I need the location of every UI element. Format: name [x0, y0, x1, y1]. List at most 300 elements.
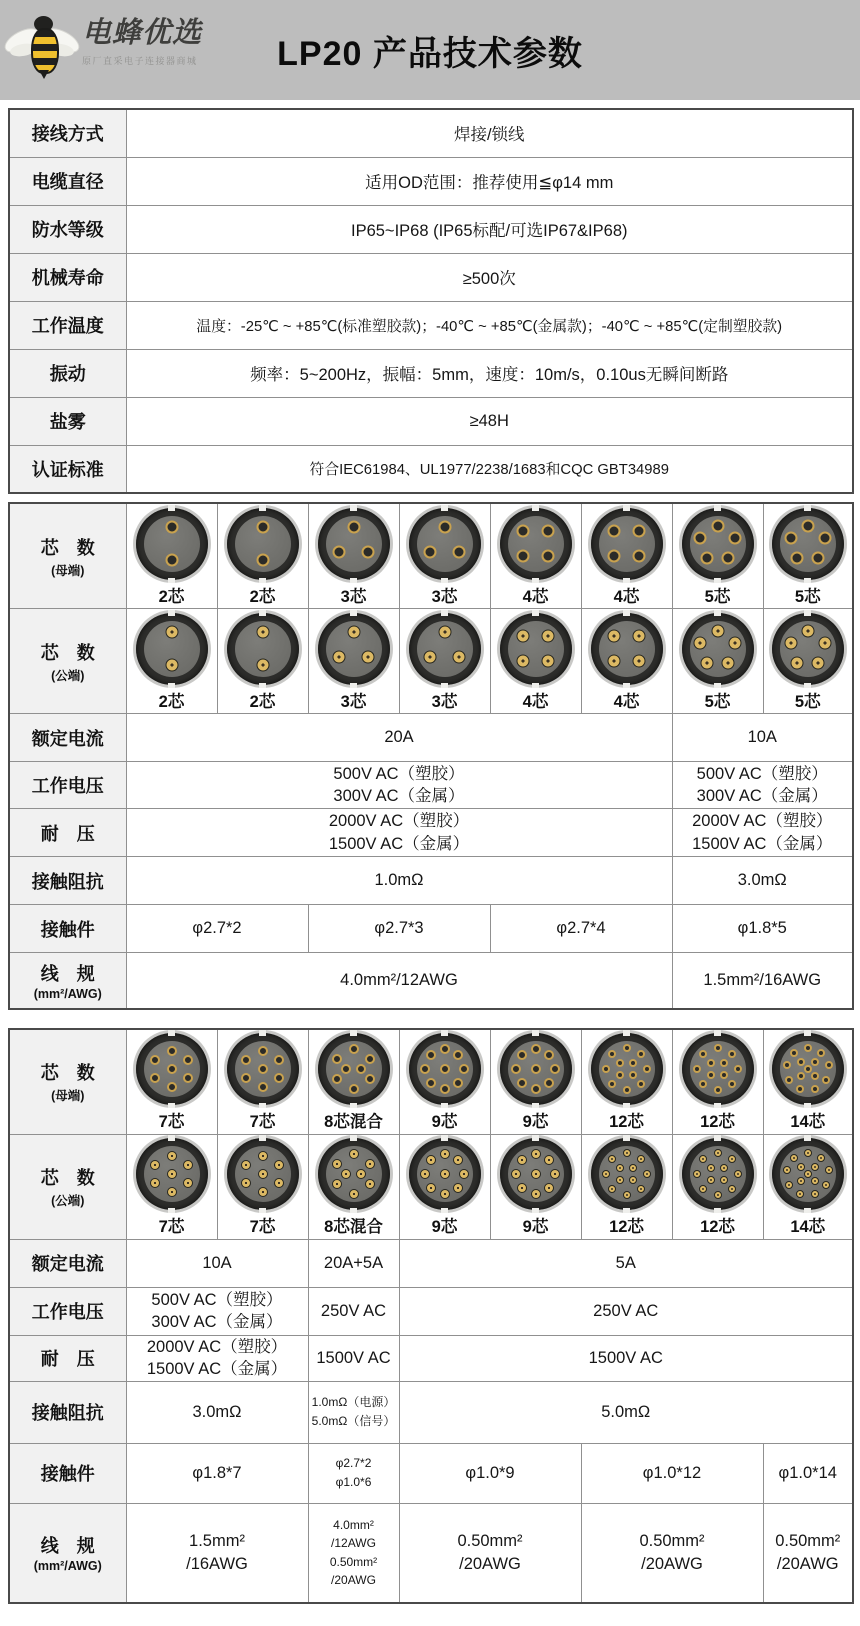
connector-face [599, 516, 655, 572]
key-notch [623, 1135, 630, 1141]
pin-contact [241, 1160, 251, 1170]
spec-row-label: 接线方式 [9, 109, 126, 157]
pin-contact [796, 1190, 804, 1198]
key-notch [804, 1030, 811, 1036]
core-row-label [9, 1134, 126, 1239]
connector-photo [500, 1033, 572, 1105]
core-count-label: 4芯 [613, 692, 640, 711]
connector-face [235, 516, 291, 572]
connector-face [780, 1146, 836, 1202]
param-row-label-main: 接触阻抗 [31, 871, 104, 892]
connector-face [690, 621, 746, 677]
pin-contact [817, 1154, 825, 1162]
spec-row [9, 349, 853, 397]
core-count-label: 3芯 [340, 587, 367, 606]
pin-contact [542, 629, 555, 642]
connector-cell [672, 609, 763, 714]
param-cell: 20A+5A [308, 1239, 399, 1287]
socket-contact [734, 1065, 742, 1073]
socket-contact [332, 545, 345, 558]
pin-contact [531, 1169, 541, 1179]
key-notch [623, 505, 630, 511]
param-cell [308, 1443, 399, 1503]
socket-contact [608, 1080, 616, 1088]
param-row-label-main: 耐 压 [40, 1349, 95, 1369]
connector-face [326, 1146, 382, 1202]
key-notch-bottom [259, 1208, 266, 1213]
key-notch [350, 1030, 357, 1036]
connector-face [144, 1041, 200, 1097]
spec-row-label: 盐雾 [9, 397, 126, 445]
key-notch [714, 1135, 721, 1141]
socket-contact [728, 1050, 736, 1058]
socket-contact [453, 1050, 463, 1060]
pin-contact [356, 1169, 366, 1179]
param-row [9, 857, 853, 905]
core-sheet-low [8, 502, 852, 1010]
spec-row-label: 振动 [9, 349, 126, 397]
pin-contact [699, 1185, 707, 1193]
param-row-label [9, 1239, 126, 1287]
core-count-label: 9芯 [431, 1218, 458, 1236]
key-notch-bottom [350, 578, 357, 583]
connector-face [508, 1146, 564, 1202]
pin-contact [453, 1155, 463, 1165]
core-count-label: 2芯 [249, 692, 276, 711]
brand-name: 电蜂优选 [82, 17, 203, 49]
param-cell [672, 762, 853, 809]
key-notch-bottom [441, 1103, 448, 1108]
socket-contact [720, 1059, 728, 1067]
core-row-label [9, 503, 126, 609]
socket-contact [694, 531, 707, 544]
socket-contact [531, 1044, 541, 1054]
pin-contact [643, 1170, 651, 1178]
spec-row-value: ≥500次 [126, 253, 853, 301]
connector-photo [136, 613, 208, 685]
socket-contact [728, 1080, 736, 1088]
socket-contact [420, 1064, 430, 1074]
connector-photo [136, 508, 208, 580]
core-count-label: 9芯 [522, 1218, 549, 1236]
connector-cell [126, 503, 217, 609]
core-count-label: 7芯 [249, 1218, 276, 1236]
key-notch-bottom [168, 1208, 175, 1213]
pin-contact [165, 625, 178, 638]
key-notch [532, 610, 539, 616]
connector-cell [399, 503, 490, 609]
connector-photo [772, 613, 844, 685]
param-cell: 3.0mΩ [126, 1381, 308, 1443]
key-notch-bottom [259, 1103, 266, 1108]
spec-row [9, 109, 853, 157]
param-cell [126, 1503, 308, 1603]
socket-contact [256, 554, 269, 567]
connector-photo [318, 613, 390, 685]
socket-contact [643, 1065, 651, 1073]
pin-contact [511, 1169, 521, 1179]
param-row-label-main: 工作电压 [31, 1302, 104, 1322]
core-row-label-sub: (公端) [51, 668, 85, 683]
param-cell-line: 2000V AC（塑胶） [328, 812, 470, 831]
socket-contact [790, 1049, 798, 1057]
connector-face [235, 621, 291, 677]
param-cell-line: 4.0mm² [333, 1517, 374, 1532]
socket-contact [722, 551, 735, 564]
connector-cell [672, 1029, 763, 1135]
connector-cell [308, 609, 399, 714]
param-cell [126, 1335, 308, 1381]
key-notch-bottom [804, 1208, 811, 1213]
socket-contact [347, 520, 360, 533]
param-row-label [9, 953, 126, 1009]
socket-contact [623, 1044, 631, 1052]
key-notch-bottom [532, 1208, 539, 1213]
param-cell: 1500V AC [399, 1335, 853, 1381]
core-count-label: 14芯 [790, 1218, 826, 1236]
socket-contact [822, 1076, 830, 1084]
connector-face [508, 621, 564, 677]
core-count-label: 12芯 [700, 1113, 735, 1131]
pin-contact [637, 1185, 645, 1193]
pin-contact [423, 650, 436, 663]
pin-contact [700, 656, 713, 669]
param-cell: 250V AC [399, 1287, 853, 1335]
core-count-label: 3芯 [340, 692, 367, 711]
spec-sheet [8, 108, 852, 494]
key-notch [441, 1135, 448, 1141]
socket-contact [607, 524, 620, 537]
core-count-label: 7芯 [249, 1113, 276, 1131]
key-notch [259, 505, 266, 511]
socket-contact [817, 1049, 825, 1057]
pin-contact [332, 650, 345, 663]
socket-contact [349, 1084, 359, 1094]
key-notch-bottom [168, 1103, 175, 1108]
param-cell: φ1.0*9 [399, 1443, 581, 1503]
core-count-label: 5芯 [704, 587, 731, 606]
pin-contact [150, 1178, 160, 1188]
core-row-label-main: 芯 数 [40, 537, 95, 558]
core-count-label: 4芯 [522, 692, 549, 711]
spec-row [9, 445, 853, 493]
connector-cell [490, 1029, 581, 1135]
socket-contact [544, 1078, 554, 1088]
core-sheet-high [8, 1028, 852, 1605]
pin-contact [256, 659, 269, 672]
socket-contact [183, 1055, 193, 1065]
pin-contact [811, 1163, 819, 1171]
socket-contact [720, 1071, 728, 1079]
pin-contact [167, 1187, 177, 1197]
param-row [9, 1381, 853, 1443]
socket-contact [785, 1076, 793, 1084]
param-row-label-main: 线 规 [40, 1536, 95, 1557]
connector-face [417, 1041, 473, 1097]
socket-contact [453, 545, 466, 558]
param-row-label-main: 接触件 [40, 1464, 95, 1484]
pin-contact [720, 1164, 728, 1172]
core-count-label: 9芯 [431, 1113, 458, 1131]
key-notch-bottom [168, 683, 175, 688]
param-cell-line: /20AWG [641, 1554, 703, 1573]
connector-face [690, 1041, 746, 1097]
connector-photo [409, 613, 481, 685]
socket-contact [349, 1044, 359, 1054]
spec-row-label: 防水等级 [9, 205, 126, 253]
pin-contact [531, 1149, 541, 1159]
spec-row-value: 适用OD范围：推荐使用≦φ14 mm [126, 157, 853, 205]
key-notch-bottom [804, 578, 811, 583]
pin-contact [258, 1169, 268, 1179]
param-cell-line: 2000V AC（塑胶） [146, 1337, 288, 1356]
socket-contact [728, 531, 741, 544]
socket-contact [256, 520, 269, 533]
key-notch-bottom [441, 1208, 448, 1213]
connector-cell [581, 1029, 672, 1135]
param-cell: 10A [672, 714, 853, 762]
pin-contact [426, 1183, 436, 1193]
param-cell-line: 500V AC（塑胶） [151, 1290, 283, 1309]
key-notch [350, 1135, 357, 1141]
pin-contact [150, 1160, 160, 1170]
key-notch [168, 505, 175, 511]
connector-face [780, 1041, 836, 1097]
pin-contact [258, 1187, 268, 1197]
param-cell-line: 5.0mΩ（信号） [311, 1414, 396, 1428]
param-row [9, 905, 853, 953]
socket-contact [714, 1044, 722, 1052]
param-cell-line: 2000V AC（塑胶） [692, 812, 833, 831]
pin-contact [637, 1155, 645, 1163]
param-row-label-main: 接触阻抗 [31, 1403, 104, 1423]
pin-contact [633, 629, 646, 642]
connector-cell [672, 503, 763, 609]
param-cell-line: 300V AC（金属） [151, 1313, 283, 1331]
socket-contact [440, 1064, 450, 1074]
socket-contact [804, 1044, 812, 1052]
pin-contact [825, 1166, 833, 1174]
connector-cell [217, 503, 308, 609]
connector-photo [227, 508, 299, 580]
pin-contact [241, 1178, 251, 1188]
socket-contact [699, 1050, 707, 1058]
pin-contact [544, 1155, 554, 1165]
pin-contact [365, 1159, 375, 1169]
key-notch-bottom [714, 578, 721, 583]
key-notch-bottom [623, 578, 630, 583]
connector-face [508, 516, 564, 572]
core-count-label: 3芯 [431, 692, 458, 711]
connector-face [326, 516, 382, 572]
key-notch [441, 610, 448, 616]
param-cell-line: 1.5mm² [189, 1532, 245, 1551]
connector-face [599, 1146, 655, 1202]
param-row-label [9, 1287, 126, 1335]
connector-photo [500, 1138, 572, 1210]
param-cell-line: 0.50mm² [329, 1554, 378, 1569]
connector-cell [763, 1029, 853, 1135]
core-count-label: 2芯 [158, 692, 185, 711]
connector-face [780, 621, 836, 677]
pin-contact [783, 1166, 791, 1174]
pin-contact [790, 1154, 798, 1162]
socket-contact [542, 524, 555, 537]
key-notch-bottom [804, 1103, 811, 1108]
param-cell-line: 0.50mm² [457, 1532, 523, 1551]
socket-contact [167, 1064, 177, 1074]
connector-face [417, 621, 473, 677]
key-notch [441, 1030, 448, 1036]
param-row-label [9, 1335, 126, 1381]
core-count-label: 12芯 [700, 1218, 735, 1236]
pin-contact [812, 656, 825, 669]
param-cell-line: 1.0mΩ（电源） [311, 1395, 396, 1410]
key-notch-bottom [350, 683, 357, 688]
pin-contact [607, 655, 620, 668]
pin-contact [811, 1190, 819, 1198]
param-cell-line: φ1.0*6 [335, 1475, 372, 1489]
spec-table [8, 108, 854, 494]
socket-contact [362, 545, 375, 558]
pin-contact [167, 1169, 177, 1179]
key-notch [532, 505, 539, 511]
pin-contact [362, 650, 375, 663]
param-row [9, 1503, 853, 1603]
core-count-label: 4芯 [522, 587, 549, 606]
param-cell: φ2.7*4 [490, 905, 672, 953]
param-row-label [9, 905, 126, 953]
param-cell [763, 1503, 853, 1603]
connector-face [690, 516, 746, 572]
param-cell: 250V AC [308, 1287, 399, 1335]
param-row-label-main: 额定电流 [31, 1254, 104, 1274]
connector-cell [399, 609, 490, 714]
socket-contact [811, 1072, 819, 1080]
param-row-label [9, 1443, 126, 1503]
pin-contact [711, 624, 724, 637]
pin-contact [440, 1189, 450, 1199]
param-cell: φ1.0*12 [581, 1443, 763, 1503]
param-cell [126, 1287, 308, 1335]
pin-contact [531, 1189, 541, 1199]
pin-contact [728, 636, 741, 649]
socket-contact [440, 1084, 450, 1094]
pin-contact [811, 1177, 819, 1185]
key-notch-bottom [623, 1208, 630, 1213]
param-row-label [9, 762, 126, 809]
param-cell-line: 0.50mm² [775, 1532, 841, 1551]
key-notch [350, 505, 357, 511]
pin-contact [785, 1181, 793, 1189]
pin-contact [347, 625, 360, 638]
socket-contact [797, 1058, 805, 1066]
param-cell-line: φ2.7*2 [335, 1456, 372, 1471]
pin-contact [728, 1155, 736, 1163]
socket-contact [633, 524, 646, 537]
socket-contact [812, 551, 825, 564]
param-cell: 10A [126, 1239, 308, 1287]
core-row-label-sub: (公端) [51, 1194, 85, 1208]
pin-contact [608, 1155, 616, 1163]
brand-tagline: 原厂直采电子连接器商城 [82, 55, 198, 66]
key-notch-bottom [623, 683, 630, 688]
spec-row-label: 电缆直径 [9, 157, 126, 205]
socket-contact [623, 1086, 631, 1094]
param-row [9, 809, 853, 857]
pin-contact [623, 1191, 631, 1199]
connector-cell [126, 1134, 217, 1239]
socket-contact [426, 1050, 436, 1060]
connector-face [144, 621, 200, 677]
socket-contact [165, 520, 178, 533]
socket-contact [602, 1065, 610, 1073]
param-cell: 20A [126, 714, 672, 762]
param-row-label [9, 714, 126, 762]
param-row [9, 714, 853, 762]
param-row-label [9, 1503, 126, 1603]
pin-contact [440, 1149, 450, 1159]
key-notch [259, 1135, 266, 1141]
param-cell [308, 1503, 399, 1603]
connector-cell [581, 1134, 672, 1239]
socket-contact [356, 1064, 366, 1074]
connector-photo [136, 1138, 208, 1210]
connector-cell [399, 1134, 490, 1239]
pin-contact [438, 625, 451, 638]
param-cell-line: /16AWG [186, 1554, 248, 1573]
connector-cell [490, 1134, 581, 1239]
connector-photo [591, 508, 663, 580]
param-cell [399, 1503, 581, 1603]
pin-contact [791, 656, 804, 669]
pin-contact [694, 636, 707, 649]
pin-contact [332, 1179, 342, 1189]
core-count-label: 2芯 [158, 587, 185, 606]
socket-contact [423, 545, 436, 558]
key-notch [259, 610, 266, 616]
key-notch-bottom [441, 683, 448, 688]
core-count-label: 4芯 [613, 587, 640, 606]
socket-contact [150, 1073, 160, 1083]
param-cell-line: 300V AC（金属） [696, 787, 828, 805]
connector-cell [763, 503, 853, 609]
socket-contact [341, 1064, 351, 1074]
pin-contact [797, 1163, 805, 1171]
socket-contact [714, 1086, 722, 1094]
socket-contact [365, 1074, 375, 1084]
connector-cell [763, 1134, 853, 1239]
socket-contact [818, 531, 831, 544]
spec-row-value: ≥48H [126, 397, 853, 445]
key-notch [532, 1135, 539, 1141]
connector-cell [763, 609, 853, 714]
socket-contact [542, 550, 555, 563]
pin-contact [720, 1176, 728, 1184]
pin-contact [608, 1185, 616, 1193]
key-notch [441, 505, 448, 511]
key-notch [804, 1135, 811, 1141]
pin-contact [818, 636, 831, 649]
pin-contact [256, 625, 269, 638]
key-notch [804, 610, 811, 616]
key-notch [259, 1030, 266, 1036]
socket-contact [629, 1059, 637, 1067]
param-cell: φ1.8*7 [126, 1443, 308, 1503]
core-count-label: 5芯 [794, 587, 821, 606]
connector-photo [682, 1033, 754, 1105]
socket-contact [801, 519, 814, 532]
